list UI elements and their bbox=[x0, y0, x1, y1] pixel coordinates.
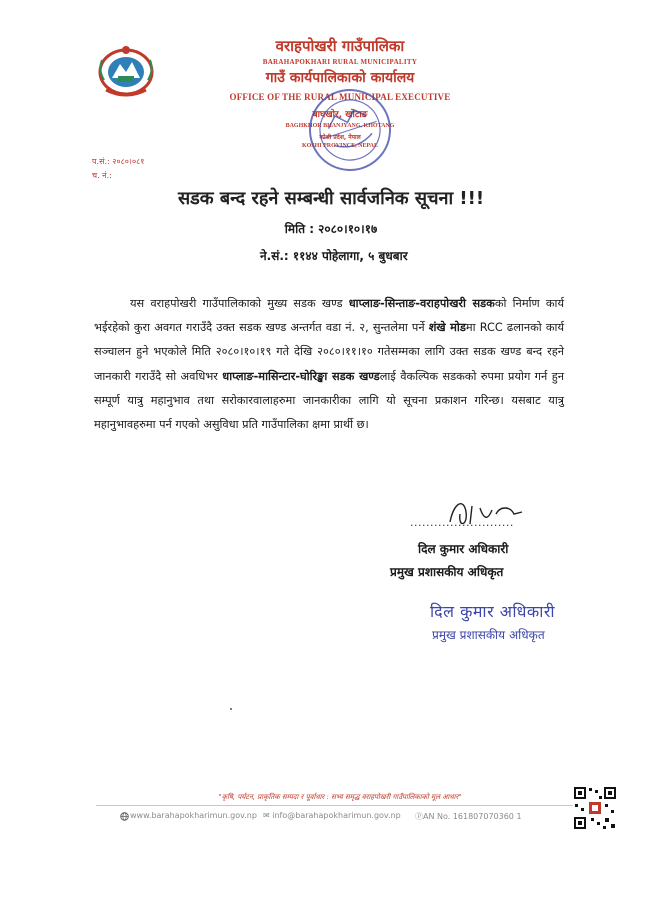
office-name-en: BARAHAPOKHARI RURAL MUNICIPALITY bbox=[262, 58, 418, 66]
signatory-name: दिल कुमार अधिकारी bbox=[418, 542, 509, 556]
office-seal-icon bbox=[300, 82, 400, 178]
footer-motto: "कृषि, पर्यटन, प्राकृतिक सम्पदा र पूर्वाधार : सभ्य समृद्ध वराहपोखरी गाउँपालिकाको मूल आधार" bbox=[218, 793, 462, 801]
office-name-np: वराहपोखरी गाउँपालिका bbox=[275, 37, 405, 55]
signature-line: .......................... bbox=[410, 516, 514, 529]
footer-pan: ⓅAN No. 161807070360 1 bbox=[415, 812, 522, 821]
name-stamp: दिल कुमार अधिकारी bbox=[430, 602, 556, 621]
province-np: कोशी प्रदेश, नेपाल bbox=[319, 134, 361, 141]
location-name: शंखे मोड bbox=[428, 321, 466, 335]
nepal-sambat-date: ने.सं.: ११४४ पोहेलागा, ५ बुधबार bbox=[260, 249, 408, 263]
executive-office-en: OFFICE OF THE RURAL MUNICIPAL EXECUTIVE bbox=[229, 92, 451, 102]
website-text: www.barahapokharimun.gov.np bbox=[130, 811, 257, 820]
role-stamp: प्रमुख प्रशासकीय अधिकृत bbox=[432, 628, 545, 642]
stray-mark bbox=[230, 708, 232, 710]
signatory-role: प्रमुख प्रशासकीय अधिकृत bbox=[390, 565, 504, 579]
nepal-emblem-icon bbox=[92, 40, 160, 100]
executive-office-np: गाउँ कार्यपालिकाको कार्यालय bbox=[265, 70, 415, 86]
footer-divider bbox=[96, 805, 576, 806]
address-en: BAGHKHOR BHANJYANG, KHOTANG bbox=[285, 123, 395, 129]
province-en: KOSHI PROVINCE, NEPAL bbox=[301, 143, 379, 149]
notice-date: मिति : २०८०।१०।१७ bbox=[284, 222, 378, 236]
body-segment: को निर्माण कार्य भईरहेको कुरा अवगत गराउँदै उक्त सडक खण्ड अन्तर्गत वडा नं. २, सुन्तलेमा पर्ने bbox=[94, 297, 564, 335]
qr-code-icon bbox=[573, 786, 617, 830]
footer-website[interactable] bbox=[118, 811, 257, 820]
body-segment: यस वराहपोखरी गाउँपालिकाको मुख्य सडक खण्ड bbox=[130, 297, 349, 310]
ch-number: च. नं.: bbox=[92, 171, 112, 180]
footer-email[interactable]: ✉ info@barahapokharimun.gov.np bbox=[263, 811, 401, 820]
address-np: बाघखोर, खोटाङ bbox=[312, 110, 368, 120]
road-name-alternate: धाप्लाङ-मासिन्टार-घोरिङ्खा सडक खण्ड bbox=[222, 369, 380, 383]
body-segment: लाई वैकल्पिक सडकको रुपमा प्रयोग गर्न हुन सम्पूर्ण यात्रु महानुभाव तथा सरोकारवालाहरुमा जानकारीका लागि यो सूचना प्रकाशन गरिन्छ। यसबाट यात्रु महानुभावहरुमा पर्न गएको असुविधा प्रति गाउँपालिका क्षमा प्रार्थी छ। bbox=[94, 369, 564, 432]
road-name-main: धाप्लाङ-सिन्ताङ-वराहपोखरी सडक bbox=[348, 297, 495, 310]
notice-title: सडक बन्द रहने सम्बन्धी सार्वजनिक सूचना !!! bbox=[177, 188, 485, 209]
ps-number: प.सं.: २०८०।०८१ bbox=[92, 157, 145, 166]
notice-body bbox=[94, 292, 564, 437]
body-segment: मा RCC ढलानको कार्य सञ्चालन हुने भएकोले मिति २०८०।१०।१९ गते देखि २०८०।११।१० गतेसम्मका लागि उक्त सडक खण्ड बन्द रहने जानकारी गराउँदै सो अवधिभर bbox=[94, 321, 565, 383]
